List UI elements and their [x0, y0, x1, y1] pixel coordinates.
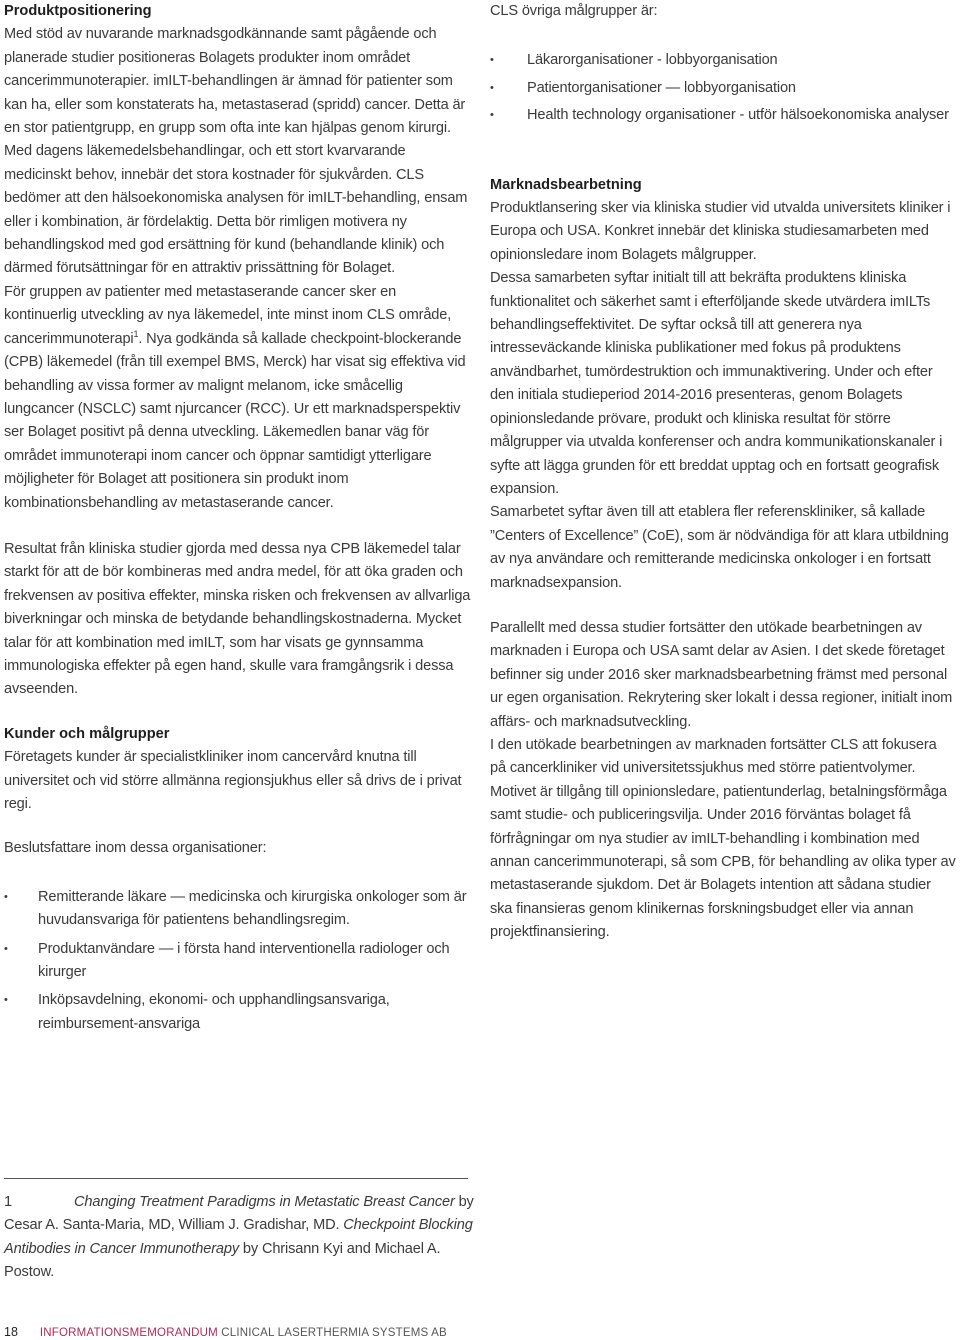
- paragraph-marketing-3: Samarbetet syftar även till att etablera fler referenskliniker, så kallade ”Centers of Excellence” (CoE), som är nödvändiga för att klara utbildning av nya användare och remitterande medicinska onkologer i en fortsatt marknadsexpansion.: [490, 504, 949, 591]
- list-item: • Remitterande läkare — medicinska och kirurgiska onkologer som är huvudansvariga för patientens behandlingsregim.: [4, 886, 472, 933]
- publication-name: INFORMATIONSMEMORANDUM: [39, 1327, 218, 1339]
- list-item: • Inköpsavdelning, ekonomi- och upphandlingsansvariga, reimbursement-ansvariga: [4, 989, 472, 1036]
- other-targets-list: [490, 49, 956, 127]
- list-item: • Läkarorganisationer - lobbyorganisation: [490, 49, 956, 72]
- heading-marketing: Marknadsbearbetning: [490, 176, 642, 193]
- paragraph-customers: Företagets kunder är specialistkliniker inom cancervård knutna till universitet och vid större allmänna regionsjukhus eller så drivs de i privat regi.: [4, 749, 462, 812]
- paragraph-patients-end: . Nya godkända så kallade checkpoint-blockerande (CPB) läkemedel (från till exempel BMS, Merck) har visat sig effektiva vid behandling av vissa former av malignt melanom, icke småcellig lungcancer (NSCLC) samt njurcancer (RCC). Ur ett marknadsperspektiv ser Bolaget positivt på denna utveckling. Läkemedlen banar väg för området immunoterapi inom cancer och öppnar samtidigt ytterligare möjligheter för Bolaget att positionera sin produkt inom kombinationsbehandling av metastaserande cancer.: [4, 330, 466, 511]
- paragraph-positioning: Med stöd av nuvarande marknadsgodkännande samt pågående och planerade studier positioneras Bolagets produkter inom området cancerimmunoterapier. imILT-behandlingen är ämnad för patienter som kan ha, eller som konstaterats ha, metastaserad (spridd) cancer. Detta är en stor patientgrupp, en grupp som ofta inte kan hjälpas genom kirurgi. Med dagens läkemedelsbehandlingar, och ett stort kvarvarande medicinskt behov, innebär det stora kostnader för sjukvården. CLS bedömer att den hälsoekonomiska analysen för imILT-behandling, ensam eller i kombination, är fördelaktig. Detta bör rimligen motivera ny behandlingskod med god ersättning för kund (behandlande klinik) och därmed förutsättningar för en attraktiv prissättning för Bolaget.: [4, 26, 468, 277]
- paragraph-decision-makers: Beslutsfattare inom dessa organisationer:: [4, 840, 267, 857]
- paragraph-study-results: Resultat från kliniska studier gjorda med dessa nya CPB läkemedel talar starkt för att de bör kombineras med andra medel, för att öka graden och frekvensen av positiva effekter, minska risken och frekvensen av allvarliga biverkningar och minska de betydande behandlingskostnaderna. Mycket talar för att kombination med imILT, som har visats ge gynnsamma immunologiska effekter på egen hand, skulle vara framgångsrik i dessa avseenden.: [4, 540, 471, 698]
- footnote-reference: 1: [133, 328, 139, 339]
- paragraph-patients: [4, 281, 472, 515]
- footnote: [4, 1191, 474, 1285]
- paragraph-marketing-2: Dessa samarbeten syftar initialt till att bekräfta produktens kliniska funktionalitet och säkerhet samt i efterföljande skede utvärdera imILTs behandlingseffektivitet. De syftar också till att generera nya intresseväckande kliniska publikationer med fokus på produktens användbarhet, tumördestruktion och immunaktivering. Under och efter den initiala studieperiod 2014-2016 presenteras, genom Bolagets opinionsledande prövare, produkt och kliniska resultat för större målgrupper via utvalda konferenser och andra kommunikationskanaler i syfte att lägga grunden för ett breddat upptag och en fortsatt geografisk expansion.: [490, 270, 943, 497]
- paragraph-patients-start: För gruppen av patienter med metastaserande cancer sker en kontinuerlig utveckling av nya läkemedel, inte minst inom CLS område, cancerimmunoterapi: [4, 283, 452, 347]
- paragraph-other-targets: CLS övriga målgrupper är:: [490, 3, 658, 19]
- page-number: 18: [4, 1325, 18, 1339]
- footnote-divider: [4, 1178, 468, 1179]
- paragraph-parallel-2: I den utökade bearbetningen av marknaden fortsätter CLS att fokusera på cancerkliniker vid universitetssjukhus med större patientvolymer. Motivet är tillgång till opinionsledare, patientunderlag, betalningsförmåga samt studie- och publiceringsvilja. Under 2016 förväntas bolaget få förfrågningar om nya studier av imILT-behandling i kombination med annan cancerimmunoterapi, så som CPB, för behandling av olika typer av metastaserande sjukdom. Det är Bolagets intention att sådana studier ska finansieras genom klinikernas forskningsbudget eller via annan projektfinansiering.: [490, 736, 956, 941]
- paragraph-parallel-1: Parallellt med dessa studier fortsätter den utökade bearbetningen av marknaden i Europa och USA samt delar av Asien. I det skede företaget befinner sig under 2016 sker marknadsbearbetning främst med personal ur egen organisation. Rekrytering sker lokalt i dessa regioner, initialt inom affärs- och marknadsutveckling.: [490, 619, 953, 730]
- page-footer: [4, 1325, 447, 1340]
- paragraph-marketing-1: Produktlansering sker via kliniska studier vid utvalda universitets kliniker i Europa och USA. Konkret innebär det kliniska studiesamarbeten med opinionsledare inom Bolagets målgrupper.: [490, 200, 951, 263]
- footnote-number: 1: [4, 1194, 12, 1210]
- footnote-title-1: Changing Treatment Paradigms in Metastatic Breast Cancer: [74, 1194, 455, 1210]
- heading-product-positioning: Produktpositionering: [4, 3, 152, 19]
- list-item: • Produktanvändare — i första hand interventionella radiologer och kirurger: [4, 938, 472, 985]
- list-item: • Health technology organisationer - utför hälsoekonomiska analyser: [490, 104, 956, 127]
- footnote-authors-2: by Chrisann Kyi and Michael A. Postow.: [4, 1240, 441, 1281]
- right-column: [490, 0, 956, 945]
- footnote-authors-1: by Cesar A. Santa-Maria, MD, William J. Gradishar, MD.: [4, 1194, 474, 1234]
- footnote-title-2: Checkpoint Blocking Antibodies in Cancer Immunotherapy: [4, 1217, 473, 1257]
- company-name: CLINICAL LASERTHERMIA SYSTEMS AB: [217, 1327, 447, 1339]
- list-item: • Patientorganisationer — lobbyorganisation: [490, 77, 956, 100]
- heading-customers: Kunder och målgrupper: [4, 725, 170, 742]
- decision-makers-list: [4, 886, 472, 1036]
- left-column: [4, 0, 472, 1041]
